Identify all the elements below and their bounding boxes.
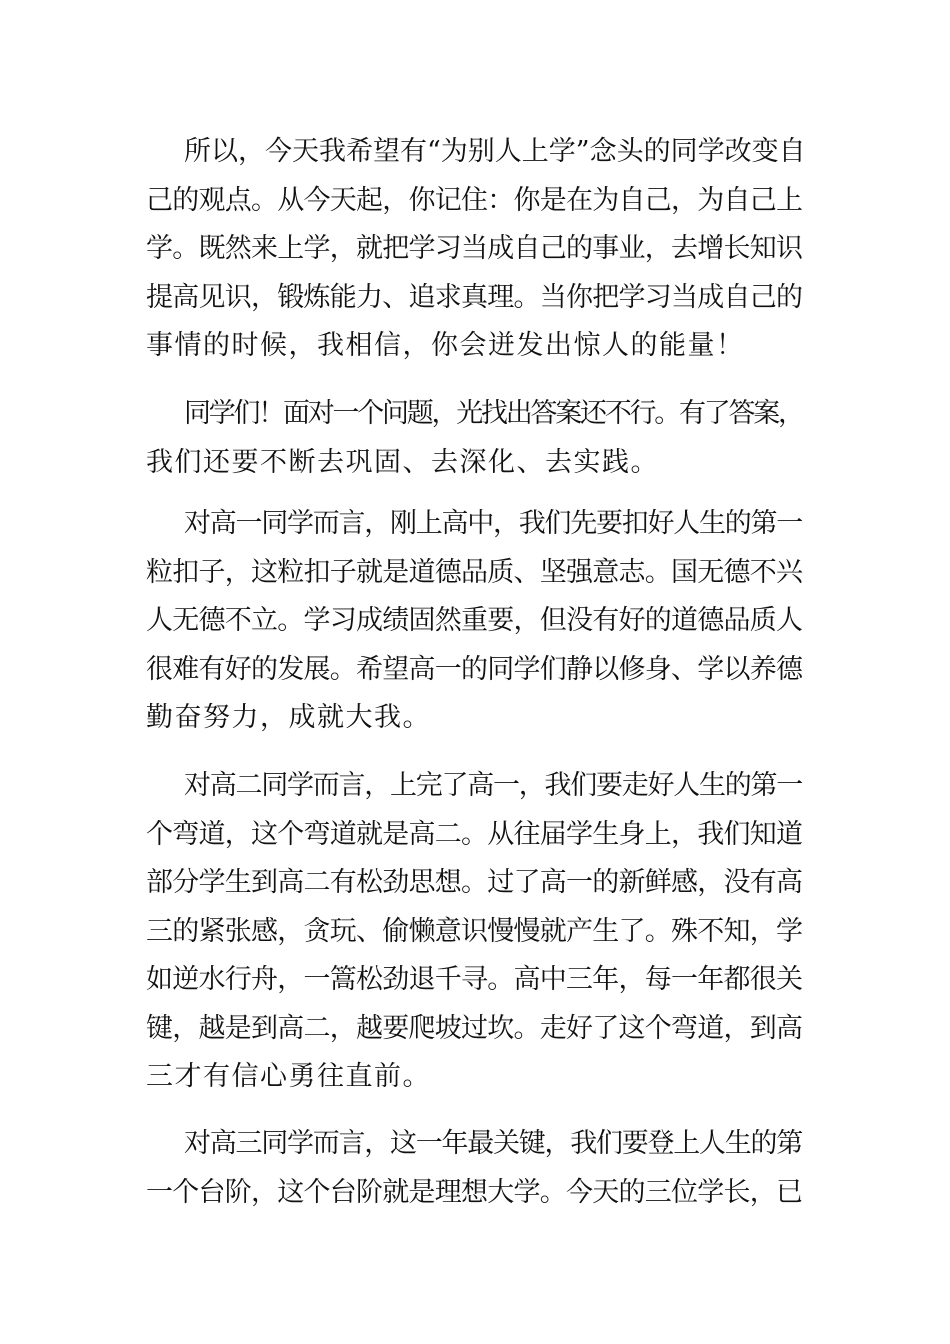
- text-line: 提高见识，锻炼能力、追求真理。当你把学习当成自己的: [146, 281, 803, 313]
- text-line: 对高一同学而言，刚上高中，我们先要扣好人生的第一: [184, 508, 802, 539]
- text-line: 很难有好的发展。希望高一的同学们静以修身、学以养德: [146, 653, 803, 685]
- text-line: 三的紧张感，贪玩、偷懒意识慢慢就产生了。殊不知，学: [146, 915, 803, 947]
- text-line: 对高二同学而言，上完了高一，我们要走好人生的第一: [184, 770, 802, 801]
- text-line: 个弯道，这个弯道就是高二。从往届学生身上，我们知道: [146, 818, 803, 850]
- text-line: 我们还要不断去巩固、去深化、去实践。: [146, 446, 659, 478]
- text-line: 粒扣子，这粒扣子就是道德品质、坚强意志。国无德不兴: [146, 556, 803, 588]
- text-line: 对高三同学而言，这一年最关键，我们要登上人生的第: [184, 1128, 802, 1159]
- text-line: 勤奋努力，成就大我。: [146, 702, 431, 733]
- text-line: 键，越是到高二，越要爬坡过坎。走好了这个弯道，到高: [146, 1012, 803, 1044]
- text-line: 所以，今天我希望有“为别人上学”念头的同学改变自: [184, 136, 806, 167]
- paragraph-1: [146, 128, 806, 371]
- text-line: 学。既然来上学，就把学习当成自己的事业，去增长知识: [146, 233, 803, 264]
- text-line: 如逆水行舟，一篙松劲退千寻。高中三年，每一年都很关: [146, 964, 803, 995]
- text-line: 一个台阶，这个台阶就是理想大学。今天的三位学长，已: [146, 1176, 803, 1208]
- paragraph-3: [146, 500, 806, 743]
- paragraph-4: [146, 762, 806, 1102]
- text-line: 同学们！面对一个问题，光找出答案还不行。有了答案，: [184, 398, 803, 429]
- paragraph-5: [146, 1120, 806, 1217]
- text-line: 三才有信心勇往直前。: [146, 1061, 431, 1092]
- text-line: 人无德不立。学习成绩固然重要，但没有好的道德品质人: [146, 605, 803, 636]
- text-line: 事情的时候，我相信，你会迸发出惊人的能量！: [146, 330, 745, 361]
- text-line: 部分学生到高二有松劲思想。过了高一的新鲜感，没有高: [146, 867, 803, 898]
- text-line: 己的观点。从今天起，你记住：你是在为自己，为自己上: [146, 184, 803, 216]
- paragraph-2: [146, 390, 806, 487]
